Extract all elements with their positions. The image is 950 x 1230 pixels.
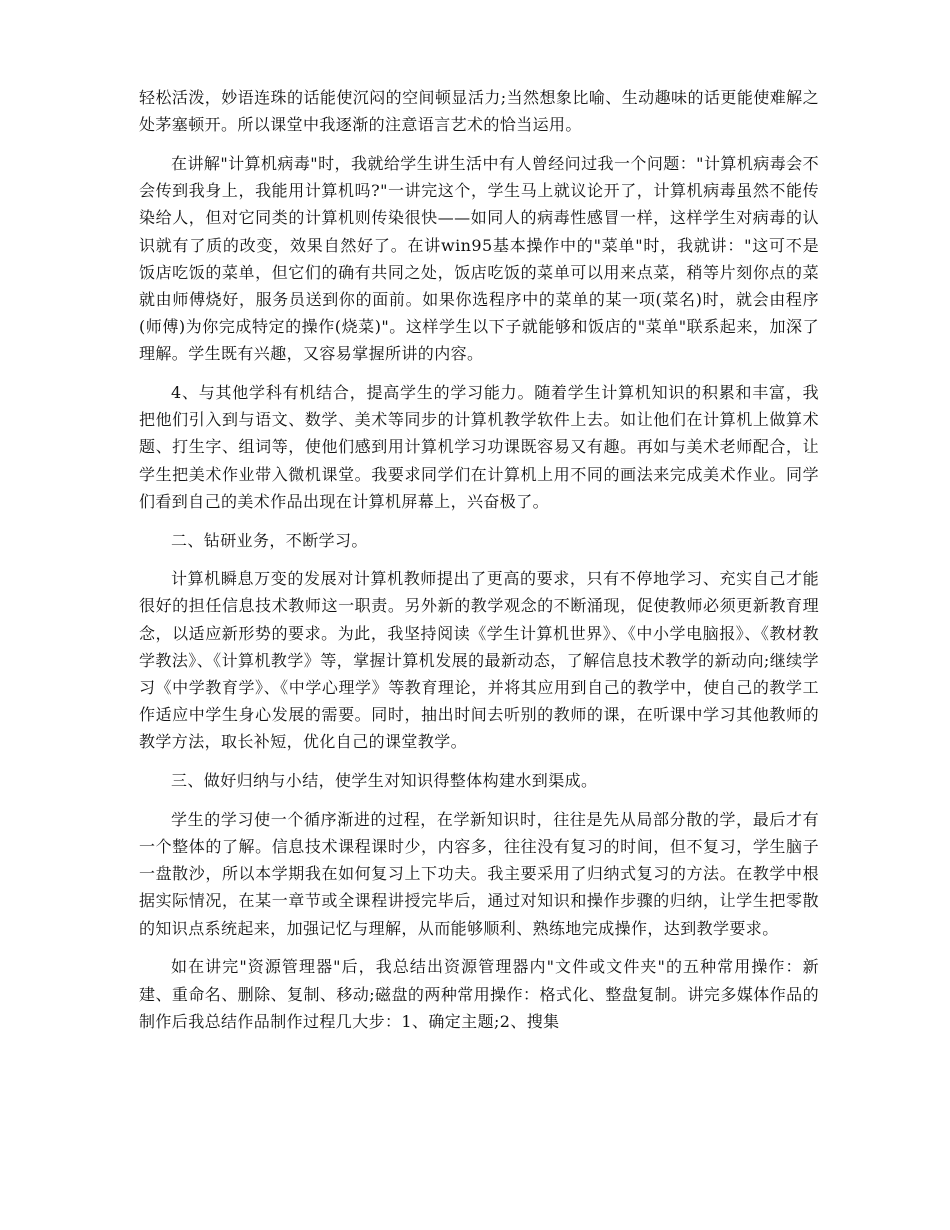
paragraph-3: 4、与其他学科有机结合，提高学生的学习能力。随着学生计算机知识的积累和丰富，我把他们引入到与语文、数学、美术等同步的计算机教学软件上去。如让他们在计算机上做算术题、打生字、组词等，使他们感到用计算机学习功课既容易又有趣。再如与美术老师配合，让学生把美术作业带入微机课堂。我要求同学们在计算机上用不同的画法来完成美术作业。同学们看到自己的美术作品出现在计算机屏幕上，兴奋极了。 [139,383,819,511]
paragraph-1: 轻松活泼，妙语连珠的话能使沉闷的空间顿显活力;当然想象比喻、生动趣味的话更能使难解之处茅塞顿开。所以课堂中我逐渐的注意语言艺术的恰当运用。 [139,88,819,135]
section-heading-3: 三、做好归纳与小结，使学生对知识得整体构建水到渠成。 [171,771,598,791]
paragraph-5: 学生的学习使一个循序渐进的过程，在学新知识时，往往是先从局部分散的学，最后才有一个整体的了解。信息技术课程课时少，内容多，往往没有复习的时间，但不复习，学生脑子一盘散沙，所以本学期我在如何复习上下功夫。我主要采用了归纳式复习的方法。在教学中根据实际情况，在某一章节或全课程讲授完毕后，通过对知识和操作步骤的归纳，让学生把零散的知识点系统起来，加强记忆与理解，从而能够顺利、熟练地完成操作，达到教学要求。 [139,809,819,938]
paragraph-2: 在讲解"计算机病毒"时，我就给学生讲生活中有人曾经问过我一个问题："计算机病毒会不会传到我身上，我能用计算机吗?"一讲完这个，学生马上就议论开了，计算机病毒虽然不能传染给人，但对它同类的计算机则传染很快——如同人的病毒性感冒一样，这样学生对病毒的认识就有了质的改变，效果自然好了。在讲win95基本操作中的"菜单"时，我就讲："这可不是饭店吃饭的菜单，但它们的确有共同之处，饭店吃饭的菜单可以用来点菜，稍等片刻你点的菜就由师傅烧好，服务员送到你的面前。如果你选程序中的菜单的某一项(菜名)时，就会由程序(师傅)为你完成特定的操作(烧菜)"。这样学生以下子就能够和饭店的"菜单"联系起来，加深了理解。学生既有兴趣，又容易掌握所讲的内容。 [139,153,819,364]
paragraph-6: 如在讲完"资源管理器"后，我总结出资源管理器内"文件或文件夹"的五种常用操作：新建、重命名、删除、复制、移动;磁盘的两种常用操作：格式化、整盘复制。讲完多媒体作品的制作后我总结作品制作过程几大步：1、确定主题;2、搜集 [139,957,819,1031]
paragraph-4: 计算机瞬息万变的发展对计算机教师提出了更高的要求，只有不停地学习、充实自己才能很好的担任信息技术教师这一职责。另外新的教学观念的不断涌现，促使教师必须更新教育理念，以适应新形势的要求。为此，我坚持阅读《学生计算机世界》、《中小学电脑报》、《教材教学教法》、《计算机教学》等，掌握计算机发展的最新动态，了解信息技术教学的新动向;继续学习《中学教育学》、《中学心理学》等教育理论，并将其应用到自己的教学中，使自己的教学工作适应中学生身心发展的需要。同时，抽出时间去听别的教师的课，在听课中学习其他教师的教学方法，取长补短，优化自己的课堂教学。 [139,569,819,752]
section-heading-2: 二、钻研业务，不断学习。 [171,530,368,550]
document-body [139,84,819,1047]
